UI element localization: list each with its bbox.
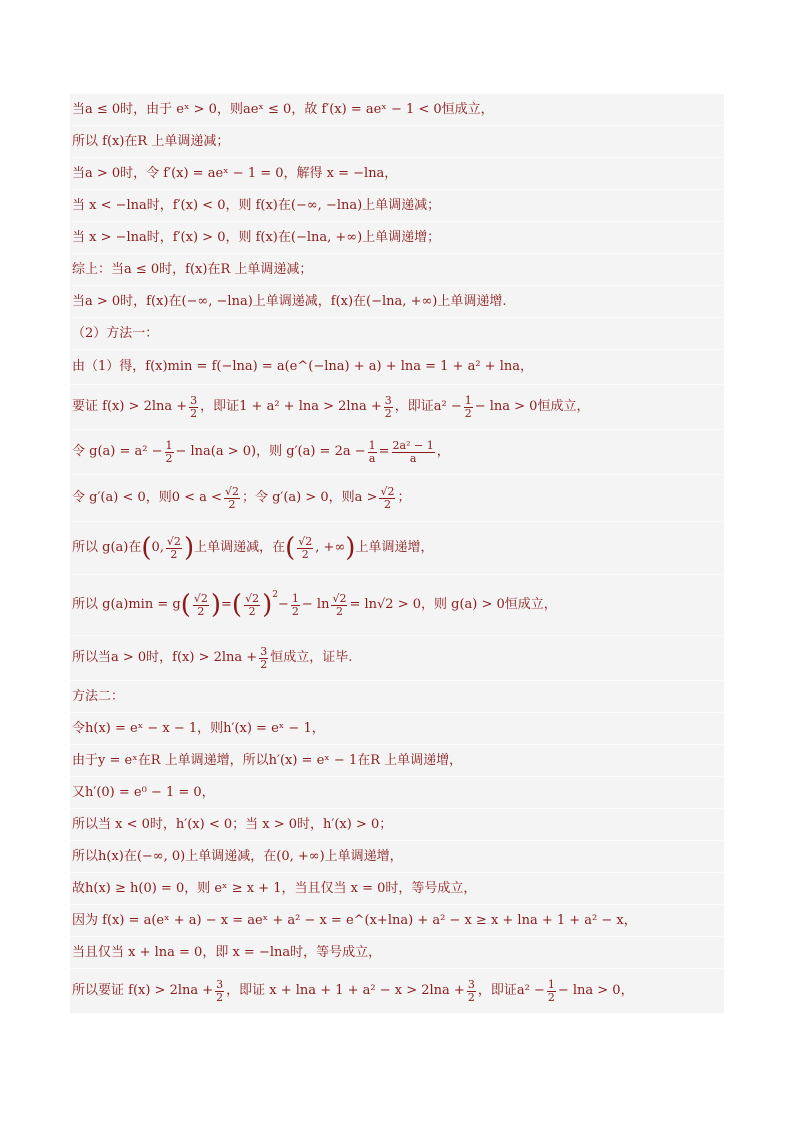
numerator: 3 bbox=[216, 977, 224, 991]
fraction bbox=[467, 979, 476, 1004]
line-text: 当 x < −lna时，f′(x) < 0，则 f(x)在(−∞, −lna)上单调递减； bbox=[72, 197, 441, 213]
fraction bbox=[165, 440, 174, 465]
text-line bbox=[70, 809, 724, 841]
section-heading bbox=[70, 681, 724, 713]
numerator: √2 bbox=[332, 591, 347, 605]
text-line bbox=[70, 905, 724, 937]
close-paren: ) bbox=[183, 533, 195, 563]
line-text: ，即证 x + lna + 1 + a² − x > 2lna + bbox=[226, 983, 465, 998]
line-text: ； bbox=[397, 490, 411, 505]
formula-line bbox=[70, 636, 724, 681]
numerator: 1 bbox=[165, 438, 173, 452]
line-text: 令h(x) = eˣ − x − 1，则h′(x) = eˣ − 1， bbox=[72, 720, 325, 736]
line-text: 方法二： bbox=[72, 688, 125, 704]
numerator: 1 bbox=[368, 438, 376, 452]
denominator: 2 bbox=[301, 547, 309, 561]
line-text: − bbox=[277, 597, 289, 612]
line-text: 上单调递增， bbox=[355, 540, 434, 555]
numerator: 3 bbox=[467, 977, 475, 991]
fraction bbox=[297, 536, 313, 561]
text-line bbox=[70, 777, 724, 809]
numerator: √2 bbox=[224, 484, 239, 498]
text-line bbox=[70, 350, 724, 385]
formula-line bbox=[70, 430, 724, 475]
fraction bbox=[464, 395, 473, 420]
open-paren: ( bbox=[231, 590, 243, 620]
line-text: ， bbox=[436, 444, 450, 459]
formula-line bbox=[70, 475, 724, 522]
line-text: − ln bbox=[301, 597, 330, 612]
fraction bbox=[547, 979, 556, 1004]
fraction bbox=[189, 395, 198, 420]
fraction bbox=[244, 593, 260, 618]
line-text: 所以要证 f(x) > 2lna + bbox=[72, 983, 214, 998]
text-line bbox=[70, 158, 724, 190]
open-paren: ( bbox=[141, 533, 152, 563]
formula-line bbox=[70, 575, 724, 636]
formula-line bbox=[70, 969, 724, 1014]
line-text: 当a ≤ 0时，由于 eˣ > 0，则aeˣ ≤ 0，故 f′(x) = aeˣ − 1 < 0恒成立， bbox=[72, 101, 494, 117]
fraction bbox=[193, 593, 209, 618]
line-text: 恒成立，证毕. bbox=[270, 650, 353, 665]
denominator: 2 bbox=[228, 497, 236, 511]
denominator: a bbox=[409, 451, 417, 465]
line-text: 又h′(0) = e⁰ − 1 = 0， bbox=[72, 784, 215, 800]
fraction bbox=[392, 440, 435, 465]
numerator: √2 bbox=[245, 591, 260, 605]
line-text: = ln√2 > 0，则 g(a) > 0恒成立， bbox=[349, 597, 557, 612]
numerator: √2 bbox=[298, 534, 313, 548]
line-text: ，即证a² − bbox=[394, 399, 462, 414]
numerator: √2 bbox=[193, 591, 208, 605]
line-text: = bbox=[221, 597, 232, 612]
numerator: √2 bbox=[380, 484, 395, 498]
close-paren: ) bbox=[345, 533, 356, 563]
text-line bbox=[70, 222, 724, 254]
denominator: a bbox=[368, 451, 376, 465]
line-text: 当a > 0时，f(x)在(−∞, −lna)上单调递减，f(x)在(−lna, +∞)上单调递增. bbox=[72, 293, 507, 309]
line-text: 当a > 0时，令 f′(x) = aeˣ − 1 = 0，解得 x = −lna， bbox=[72, 165, 398, 181]
text-line bbox=[70, 841, 724, 873]
line-text: 令 g(a) = a² − bbox=[72, 444, 163, 459]
line-text: 所以当a > 0时，f(x) > 2lna + bbox=[72, 650, 258, 665]
line-text: 当且仅当 x + lna = 0，即 x = −lna时，等号成立， bbox=[72, 944, 382, 960]
close-paren: ) bbox=[210, 590, 222, 620]
numerator: 3 bbox=[260, 644, 268, 658]
text-line bbox=[70, 254, 724, 286]
interval-infinity: , +∞ bbox=[315, 540, 346, 555]
line-text: 令 g′(a) < 0，则0 < a < bbox=[72, 490, 222, 505]
formula-line bbox=[70, 522, 724, 575]
line-text: 由于y = eˣ在R 上单调递增，所以h′(x) = eˣ − 1在R 上单调递增， bbox=[72, 752, 463, 768]
numerator: √2 bbox=[166, 534, 181, 548]
line-text: ，即证a² − bbox=[477, 983, 545, 998]
numerator: 1 bbox=[291, 591, 299, 605]
line-text: − lna(a > 0)，则 g′(a) = 2a − bbox=[175, 444, 366, 459]
text-line bbox=[70, 937, 724, 969]
solution-document bbox=[70, 94, 724, 1014]
line-text: 所以当 x < 0时，h′(x) < 0；当 x > 0时，h′(x) > 0； bbox=[72, 816, 393, 832]
numerator: 1 bbox=[464, 393, 472, 407]
fraction bbox=[384, 395, 393, 420]
denominator: 2 bbox=[260, 657, 268, 671]
line-text: − lna > 0恒成立， bbox=[474, 399, 590, 414]
line-text: 所以 g(a)min = g bbox=[72, 597, 181, 612]
line-text: 因为 f(x) = a(eˣ + a) − x = aeˣ + a² − x = e^(x+lna) + a² − x ≥ x + lna + 1 + a² − x， bbox=[72, 912, 637, 928]
denominator: 2 bbox=[170, 547, 178, 561]
text-line bbox=[70, 713, 724, 745]
line-text: ；令 g′(a) > 0，则a > bbox=[241, 490, 378, 505]
denominator: 2 bbox=[291, 604, 299, 618]
numerator: 3 bbox=[384, 393, 392, 407]
fraction bbox=[259, 646, 268, 671]
interval-zero: 0, bbox=[151, 540, 164, 555]
denominator: 2 bbox=[467, 990, 475, 1004]
denominator: 2 bbox=[197, 604, 205, 618]
fraction bbox=[291, 593, 300, 618]
open-paren: ( bbox=[285, 533, 296, 563]
denominator: 2 bbox=[547, 990, 555, 1004]
fraction bbox=[166, 536, 182, 561]
line-text: 要证 f(x) > 2lna + bbox=[72, 399, 188, 414]
fraction bbox=[379, 486, 395, 511]
fraction bbox=[331, 593, 347, 618]
denominator: 2 bbox=[165, 451, 173, 465]
line-text: 综上：当a ≤ 0时，f(x)在R 上单调递减； bbox=[72, 261, 313, 277]
fraction bbox=[215, 979, 224, 1004]
numerator: 1 bbox=[547, 977, 555, 991]
section-heading bbox=[70, 318, 724, 350]
denominator: 2 bbox=[384, 406, 392, 420]
denominator: 2 bbox=[383, 497, 391, 511]
text-line bbox=[70, 745, 724, 777]
text-line bbox=[70, 94, 724, 126]
denominator: 2 bbox=[464, 406, 472, 420]
fraction bbox=[368, 440, 377, 465]
formula-line bbox=[70, 385, 724, 430]
text-line bbox=[70, 286, 724, 318]
line-text: 所以 f(x)在R 上单调递减； bbox=[72, 133, 230, 149]
line-text: 上单调递减，在 bbox=[194, 540, 286, 555]
open-paren: ( bbox=[180, 590, 191, 620]
text-line bbox=[70, 126, 724, 158]
text-line bbox=[70, 190, 724, 222]
line-text: 所以 g(a)在 bbox=[72, 540, 142, 555]
line-text: 故h(x) ≥ h(0) = 0，则 eˣ ≥ x + 1，当且仅当 x = 0时，等号成立， bbox=[72, 880, 477, 896]
numerator: 3 bbox=[190, 393, 198, 407]
close-paren: ) bbox=[262, 590, 273, 620]
line-text: 所以h(x)在(−∞, 0)上单调递减，在(0, +∞)上单调递增， bbox=[72, 848, 403, 864]
text-line bbox=[70, 873, 724, 905]
line-text: ，即证1 + a² + lna > 2lna + bbox=[200, 399, 382, 414]
line-text: 当 x > −lna时，f′(x) > 0，则 f(x)在(−lna, +∞)上单调递增； bbox=[72, 229, 441, 245]
exponent: 2 bbox=[272, 590, 278, 600]
line-text: （2）方法一： bbox=[72, 325, 159, 341]
fraction bbox=[224, 486, 240, 511]
numerator: 2a² − 1 bbox=[392, 438, 434, 452]
line-text: 由（1）得，f(x)min = f(−lna) = a(e^(−lna) + a) + lna = 1 + a² + lna， bbox=[72, 359, 533, 374]
line-text: − lna > 0， bbox=[557, 983, 634, 998]
denominator: 2 bbox=[190, 406, 198, 420]
denominator: 2 bbox=[335, 604, 343, 618]
line-text: = bbox=[378, 444, 390, 459]
denominator: 2 bbox=[216, 990, 224, 1004]
denominator: 2 bbox=[248, 604, 256, 618]
